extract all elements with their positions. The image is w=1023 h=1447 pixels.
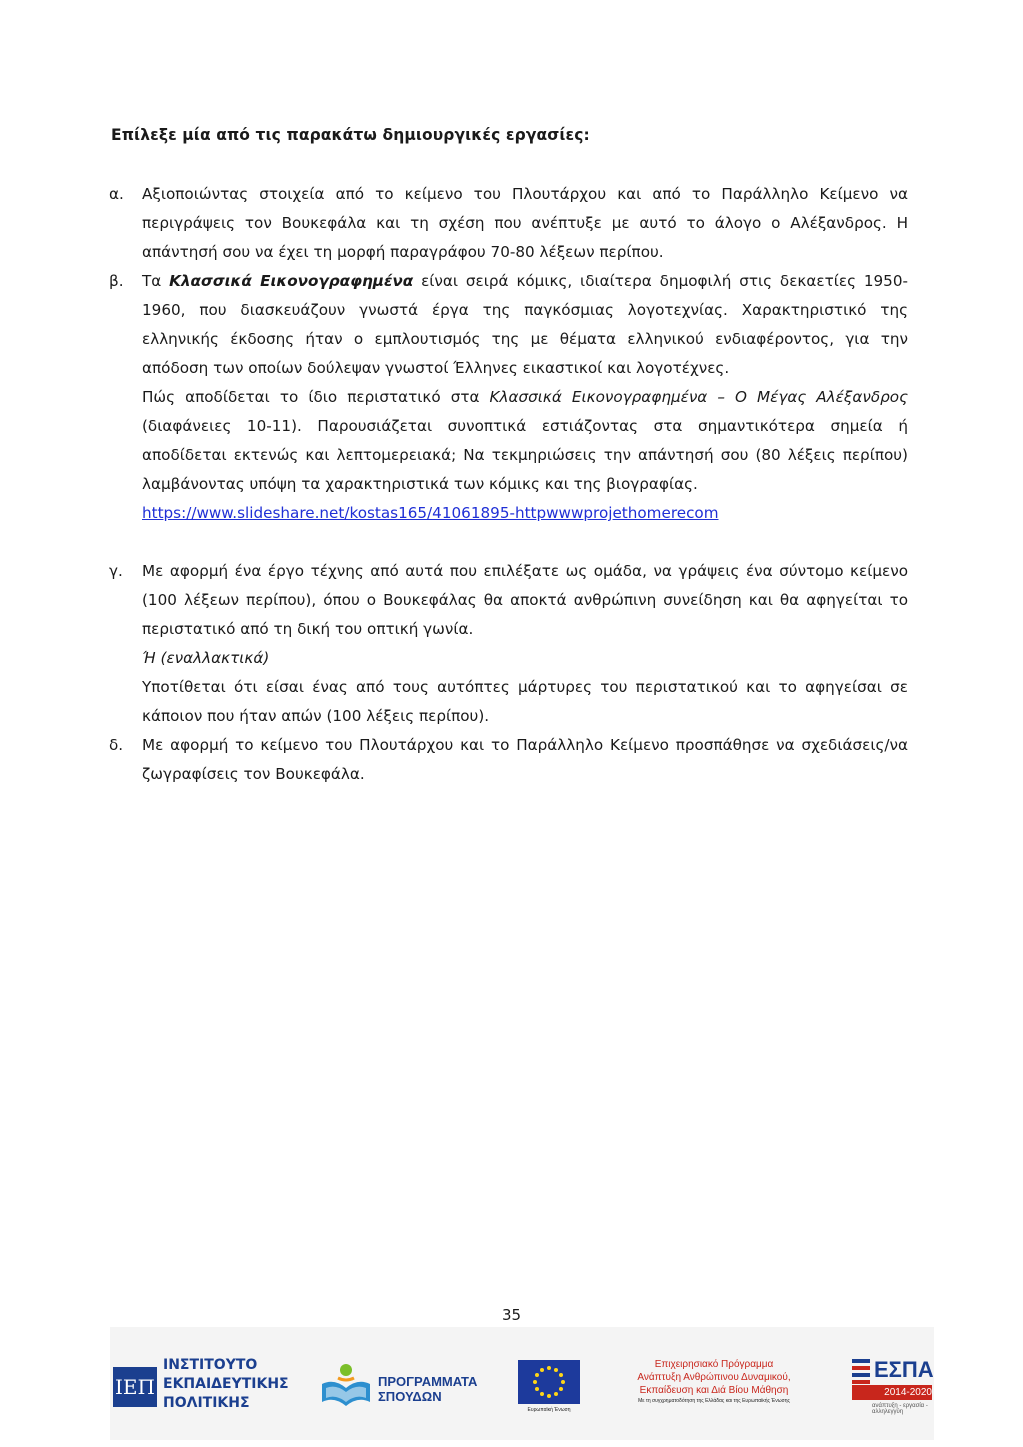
- footer-logo-band: [110, 1327, 934, 1440]
- iep-name-line-2: ΕΚΠΑΙΔΕΥΤΙΚΗΣ: [163, 1376, 289, 1392]
- task-b: [109, 267, 909, 528]
- comic-series-title: Κλασσικά Εικονογραφημένα: [169, 272, 414, 290]
- espa-logo: [852, 1357, 932, 1417]
- open-book-icon: [318, 1362, 374, 1410]
- espa-title: ΕΣΠΑ: [874, 1357, 934, 1382]
- page-number: 35: [501, 1306, 522, 1324]
- iep-logo: [113, 1357, 295, 1417]
- task-c-alternative-label: Ή (εναλλακτικά): [142, 649, 270, 667]
- espa-years: 2014-2020: [852, 1385, 932, 1400]
- task-b-paragraph-2: [142, 383, 908, 499]
- task-c: [109, 557, 909, 731]
- eu-flag-icon: [518, 1360, 580, 1404]
- iep-name-line-3: ΠΟΛΙΤΙΚΗΣ: [163, 1395, 250, 1411]
- task-d-text: Με αφορμή το κείμενο του Πλουτάρχου και το Παράλληλο Κείμενο προσπάθησε να σχεδιάσεις/να ζωγραφίσεις τον Βουκεφάλα.: [142, 736, 908, 783]
- task-b-link-line: [142, 499, 908, 528]
- task-a-text: Αξιοποιώντας στοιχεία από το κείμενο του Πλουτάρχου και από το Παράλληλο Κείμενο να περιγράψεις τον Βουκεφάλα και τη σχέση που ανέπτυξε με αυτό το άλογο ο Αλέξανδρος. Η απάντησή σου να έχει τη μορφή παραγράφου 70-80 λέξεων περίπου.: [142, 185, 908, 261]
- task-b-p1-rest: είναι σειρά κόμικς, ιδιαίτερα δημοφιλή στις δεκαετίες 1950-1960, που διασκευάζουν γνωστά έργα της παγκόσμιας λογοτεχνίας. Χαρακτηριστικό της ελληνικής έκδοσης ήταν ο εμπλουτισμός της με θέματα ελληνικού ενδιαφέροντος, για την απόδοση των οποίων δούλεψαν γνωστοί Έλληνες εικαστικοί και λογοτέχνες.: [142, 272, 908, 377]
- task-d-marker: δ.: [109, 736, 124, 754]
- task-c-paragraph-2: Υποτίθεται ότι είσαι ένας από τους αυτόπτες μάρτυρες του περιστατικού και το αφηγείσαι σε κάποιον που ήταν απών (100 λέξεις περίπου).: [142, 678, 908, 725]
- programs-line-2: ΣΠΟΥΔΩΝ: [378, 1389, 442, 1404]
- task-b-p2-lead: Πώς αποδίδεται το ίδιο περιστατικό στα: [142, 388, 490, 406]
- task-b-p1-lead: Τα: [142, 272, 170, 290]
- task-c-paragraph-1: Με αφορμή ένα έργο τέχνης από αυτά που επιλέξατε ως ομάδα, να γράψεις ένα σύντομο κείμενο (100 λέξεων περίπου), όπου ο Βουκεφάλας θα αποκτά ανθρώπινη συνείδηση και θα αφηγείται το περιστατικό από τη δική του οπτική γωνία.: [142, 562, 908, 638]
- page-heading: Επίλεξε μία από τις παρακάτω δημιουργικές εργασίες:: [111, 126, 590, 144]
- eu-caption: Ευρωπαϊκή Ένωση: [527, 1407, 571, 1413]
- iep-name-line-1: ΙΝΣΤΙΤΟΥΤΟ: [163, 1357, 258, 1373]
- op-line-1: Επιχειρησιακό Πρόγραμμα: [654, 1359, 774, 1370]
- eu-logo: [518, 1360, 580, 1420]
- task-a-marker: α.: [109, 185, 124, 203]
- slideshare-link[interactable]: https://www.slideshare.net/kostas165/41061895-httpwwwprojethomerecom: [142, 504, 719, 522]
- task-b-paragraph-1: [142, 267, 908, 383]
- op-line-2: Ανάπτυξη Ανθρώπινου Δυναμικού,: [637, 1372, 791, 1383]
- task-b-marker: β.: [109, 272, 124, 290]
- op-cofunding-note: Με τη συγχρηματοδότηση της Ελλάδας και της Ευρωπαϊκής Ένωσης: [638, 1398, 790, 1404]
- task-d: [109, 731, 909, 789]
- op-line-3: Εκπαίδευση και Διά Βίου Μάθηση: [639, 1385, 789, 1396]
- espa-stripes-icon: [852, 1359, 872, 1385]
- comic-volume-title: Κλασσικά Εικονογραφημένα – Ο Μέγας Αλέξανδρος: [489, 388, 908, 406]
- task-a: [109, 180, 909, 267]
- iep-abbreviation: ΙΕΠ: [113, 1367, 157, 1407]
- programs-line-1: ΠΡΟΓΡΑΜΜΑΤΑ: [378, 1374, 478, 1389]
- operational-programme-logo: [606, 1358, 822, 1418]
- task-c-marker: γ.: [109, 562, 123, 580]
- task-b-p2-rest: (διαφάνειες 10-11). Παρουσιάζεται συνοπτικά εστιάζοντας στα σημαντικότερα σημεία ή αποδίδεται εκτενώς και λεπτομερειακά; Να τεκμηριώσεις την απάντησή σου (80 λέξεις περίπου) λαμβάνοντας υπόψη τα χαρακτηριστικά των κόμικς και της βιογραφίας.: [142, 417, 908, 493]
- programs-logo: [318, 1362, 490, 1412]
- espa-slogan: ανάπτυξη - εργασία - αλληλεγγύη: [872, 1403, 928, 1415]
